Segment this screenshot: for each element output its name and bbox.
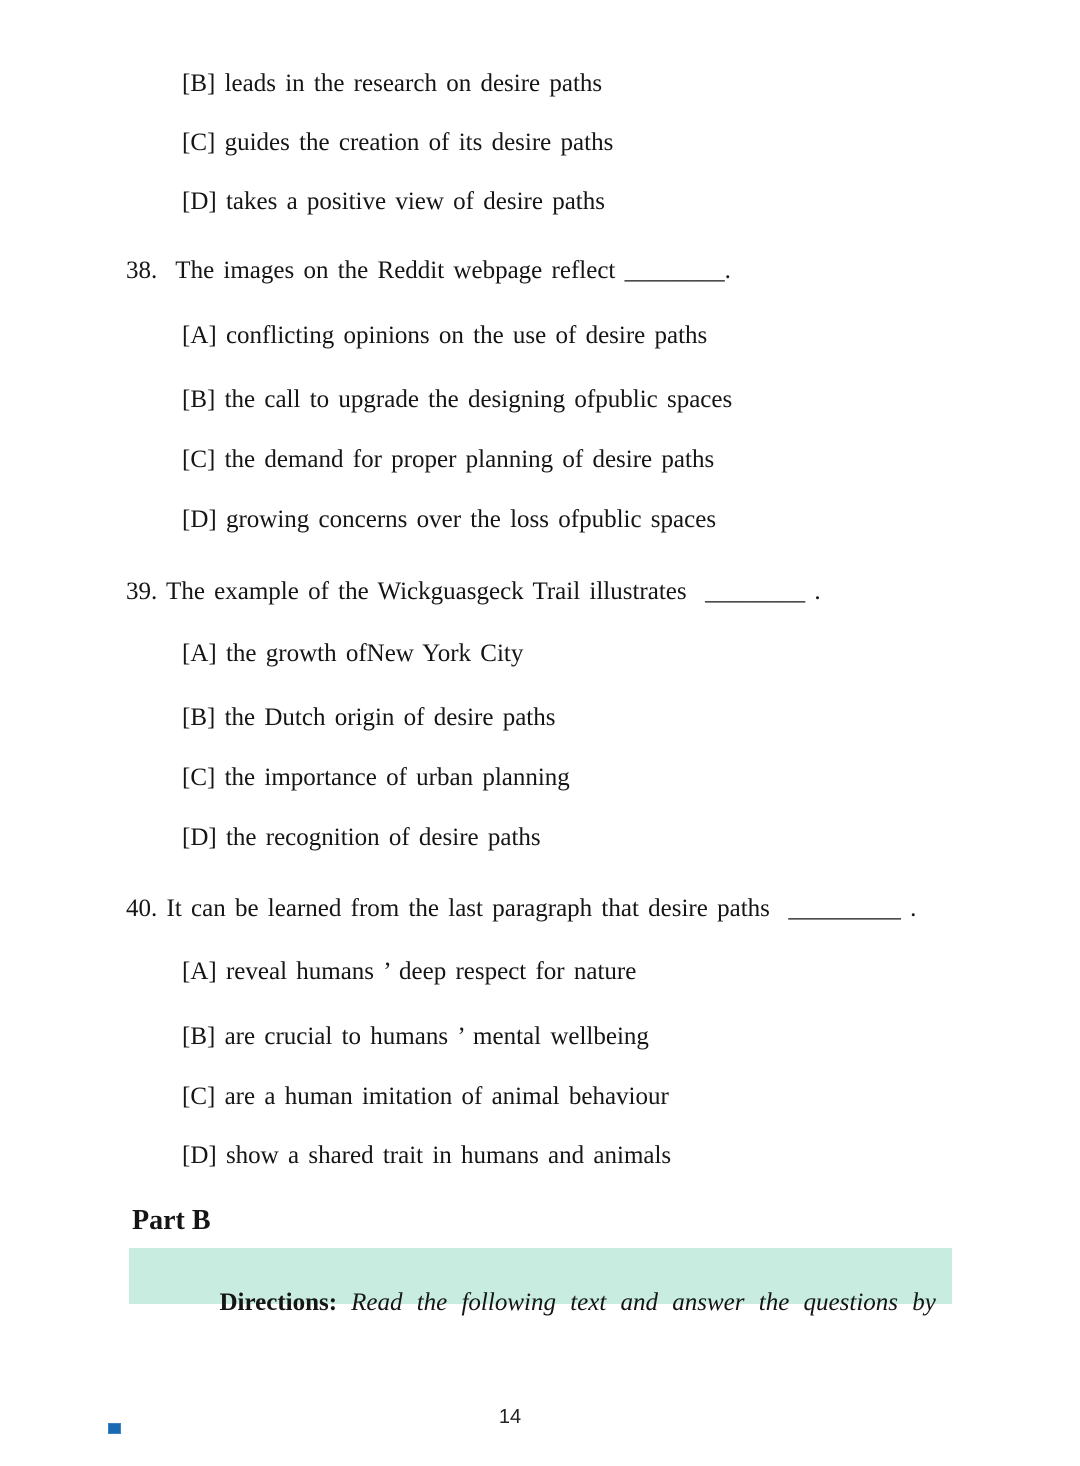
q38-option-d: [D] growing concerns over the loss ofpublic spaces	[182, 506, 717, 533]
directions-label: Directions:	[219, 1289, 338, 1316]
page-number: 14	[498, 1406, 522, 1428]
q37-option-c: [C] guides the creation of its desire paths	[182, 129, 614, 156]
q39-option-b: [B] the Dutch origin of desire paths	[182, 704, 556, 731]
q39-option-d: [D] the recognition of desire paths	[182, 824, 541, 851]
directions-line	[182, 1261, 936, 1345]
part-b-heading: Part B	[132, 1205, 211, 1236]
q40-option-b: [B] are crucial to humans ’ mental wellbeing	[182, 1023, 649, 1050]
directions-highlight-box	[129, 1248, 952, 1316]
q39-option-a: [A] the growth ofNew York City	[182, 640, 524, 667]
q38-option-a: [A] conflicting opinions on the use of desire paths	[182, 322, 708, 349]
q37-option-d: [D] takes a positive view of desire paths	[182, 188, 605, 215]
q38-option-b: [B] the call to upgrade the designing ofpublic spaces	[182, 386, 733, 413]
q40-option-a: [A] reveal humans ’ deep respect for nature	[182, 958, 637, 985]
q39-option-c: [C] the importance of urban planning	[182, 764, 570, 791]
q38-stem: 38. The images on the Reddit webpage reflect ________.	[126, 257, 731, 284]
footer-accent-square	[108, 1423, 121, 1434]
q38-option-c: [C] the demand for proper planning of desire paths	[182, 446, 715, 473]
q40-option-d: [D] show a shared trait in humans and animals	[182, 1142, 672, 1169]
q37-option-b: [B] leads in the research on desire paths	[182, 70, 603, 97]
q40-option-c: [C] are a human imitation of animal behaviour	[182, 1083, 669, 1110]
directions-text: Read the following text and answer the questions by	[351, 1289, 936, 1316]
q40-stem: 40. It can be learned from the last paragraph that desire paths _________ .	[126, 895, 917, 922]
q39-stem: 39. The example of the Wickguasgeck Trail illustrates ________ .	[126, 578, 821, 605]
